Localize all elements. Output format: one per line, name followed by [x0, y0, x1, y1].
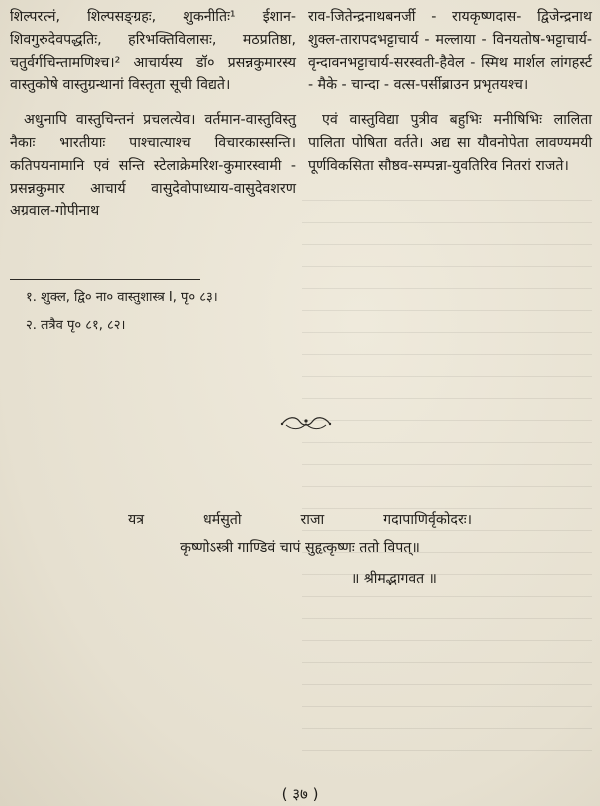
- right-paragraph-2: एवं वास्तुविद्या पुत्रीव बहुभिः मनीषिभिः लालिता पालिता पोषिता वर्तते। अद्य सा यौवनोपेता लावण्यमयी पूर्णविकसिता सौष्ठव-सम्पन्ना-युवतिरिव नितरां राजते।: [308, 112, 592, 174]
- verse-source: ॥ श्रीमद्भागवत ॥: [351, 571, 437, 587]
- scroll-ornament-icon: [278, 412, 334, 432]
- page-number: ( ३७ ): [281, 785, 319, 803]
- right-paragraph-1: राव-जितेन्द्रनाथबनर्जी - रायकृष्णदास- द्विजेन्द्रनाथ शुक्ल-तारापदभट्टाचार्य - मल्लाया - विनयतोष-भट्टाचार्य-वृन्दावनभट्टाचार्य-सरस्वती-हैवेल - स्मिथ मार्शल लांगहर्स्ट - मैके - चान्दा - वत्स-पर्सीब्राउन प्रभृतयश्च।: [308, 9, 592, 94]
- verse-line-1: यत्र धर्मसुतो राजा गदापाणिर्वृकोदरः।: [128, 512, 472, 528]
- footnote-divider: [10, 279, 200, 280]
- footnotes: [26, 284, 286, 340]
- verse-line-2: कृष्णोऽस्त्री गाण्डिवं चापं सुहृत्कृष्णः ततो विपत्॥: [180, 540, 420, 556]
- left-column: [10, 6, 296, 223]
- left-paragraph-2: अधुनापि वास्तुचिन्तनं प्रचलत्येव। वर्तमान-वास्तुविस्तु नैकाः भारतीयाः पाश्चात्याश्च विचारकास्सन्ति। कतिपयनामानि एवं सन्ति स्टेलाक्रेमरिश-कुमारस्वामी - प्रसन्नकुमार आचार्य वासुदेवोपाध्याय-वासुदेवशरण अग्रवाल-गोपीनाथ: [10, 112, 296, 220]
- footnote-2: २. तत्रैव पृ० ८१, ८२।: [26, 318, 126, 333]
- bleed-through-texture: [302, 200, 592, 760]
- verse-block: [128, 506, 472, 562]
- left-paragraph-1: शिल्परत्नं, शिल्पसङ्ग्रहः, शुकनीतिः¹ ईशान-शिवगुरुदेवपद्धतिः, हरिभक्तिविलासः, मठप्रतिष्ठा, चतुर्वर्गचिन्तामणिश्च।² आचार्यस्य डॉ० प्रसन्नकुमारस्य वास्तुकोषे वास्तुग्रन्थानां विस्तृता सूची विद्यते।: [10, 9, 296, 94]
- footnote-1: १. शुक्ल, द्वि० ना० वास्तुशास्त्र I, पृ० ८३।: [26, 290, 218, 305]
- right-column: [308, 6, 592, 178]
